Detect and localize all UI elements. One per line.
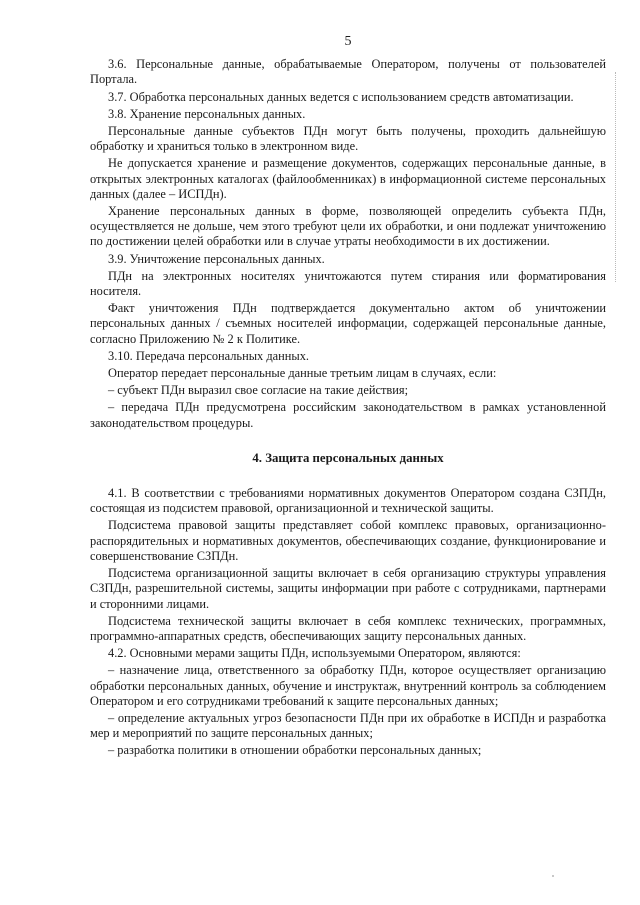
scan-artifact-dot (552, 875, 554, 877)
paragraph-3-8-heading: 3.8. Хранение персональных данных. (108, 106, 306, 121)
paragraph-storage-prohibited: Не допускается хранение и размещение документов, содержащих персональные данные, в открытых электронных каталогах (файлообменниках) в информационной системе персональных данных (далее – ИСПДн). (90, 156, 606, 201)
list-item-threat-assessment: – определение актуальных угроз безопасности ПДн при их обработке в ИСПДн и разработка мер и мероприятий по защите персональных данных; (90, 710, 606, 741)
list-item-legislation: – передача ПДн предусмотрена российским законодательством в рамках установленной законодательством процедуры. (90, 400, 606, 430)
list-item-responsible-person: – назначение лица, ответственного за обработку ПДн, которое осуществляет организацию обработки персональных данных, обучение и инструктаж, внутренний контроль за соблюдением Оператором и его сотрудниками требований к защите персональных данных; (90, 663, 606, 708)
paragraph-4-2: 4.2. Основными мерами защиты ПДн, используемыми Оператором, являются: (108, 646, 521, 661)
paragraph-storage-electronic: Персональные данные субъектов ПДн могут быть получены, проходить дальнейшую обработку и храниться только в электронном виде. (90, 124, 606, 154)
paragraph-destruction-act: Факт уничтожения ПДн подтверждается документально актом об уничтожении персональных данных / съемных носителей информации, содержащей персональные данные, согласно Приложению № 2 к Политике. (90, 301, 606, 346)
paragraph-3-7: 3.7. Обработка персональных данных ведется с использованием средств автоматизации. (108, 89, 574, 104)
paragraph-3-6: 3.6. Персональные данные, обрабатываемые Оператором, получены от пользователей Портала. (90, 57, 606, 87)
page-number: 5 (344, 34, 352, 49)
paragraph-organizational-subsystem: Подсистема организационной защиты включает в себя организацию структуры управления СЗПДн, разрешительной системы, защиты информации при работе с сотрудниками, партнерами и сторонними лицами. (90, 566, 606, 611)
paragraph-storage-duration: Хранение персональных данных в форме, позволяющей определить субъекта ПДн, осуществляется не дольше, чем этого требуют цели их обработки, и они подлежат уничтожению по достижении целей обработки или в случае утраты необходимости в их достижении. (90, 204, 606, 249)
paragraph-3-9-heading: 3.9. Уничтожение персональных данных. (108, 251, 325, 266)
section-4-title: 4. Защита персональных данных (252, 450, 444, 465)
paragraph-legal-subsystem: Подсистема правовой защиты представляет собой комплекс правовых, организационно-распорядительных и нормативных документов, обеспечивающих создание, функционирование и совершенствование СЗПДн. (90, 518, 606, 563)
paragraph-3-10-heading: 3.10. Передача персональных данных. (108, 348, 310, 363)
section-3-body (90, 57, 606, 431)
section-4-body (90, 486, 606, 758)
list-item-policy-development: – разработка политики в отношении обработки персональных данных; (108, 743, 482, 758)
list-item-consent: – субъект ПДн выразил свое согласие на такие действия; (108, 383, 409, 398)
paragraph-4-1: 4.1. В соответствии с требованиями нормативных документов Оператором создана СЗПДн, состоящая из подсистем правовой, организационной и технической защиты. (90, 486, 606, 516)
paragraph-transfer-cases: Оператор передает персональные данные третьим лицам в случаях, если: (108, 366, 497, 381)
paragraph-technical-subsystem: Подсистема технической защиты включает в себя комплекс технических, программных, программно-аппаратных средств, обеспечивающих защиту персональных данных. (90, 613, 606, 643)
scan-artifact-line (614, 72, 616, 282)
paragraph-destruction-method: ПДн на электронных носителях уничтожаются путем стирания или форматирования носителя. (90, 268, 606, 299)
